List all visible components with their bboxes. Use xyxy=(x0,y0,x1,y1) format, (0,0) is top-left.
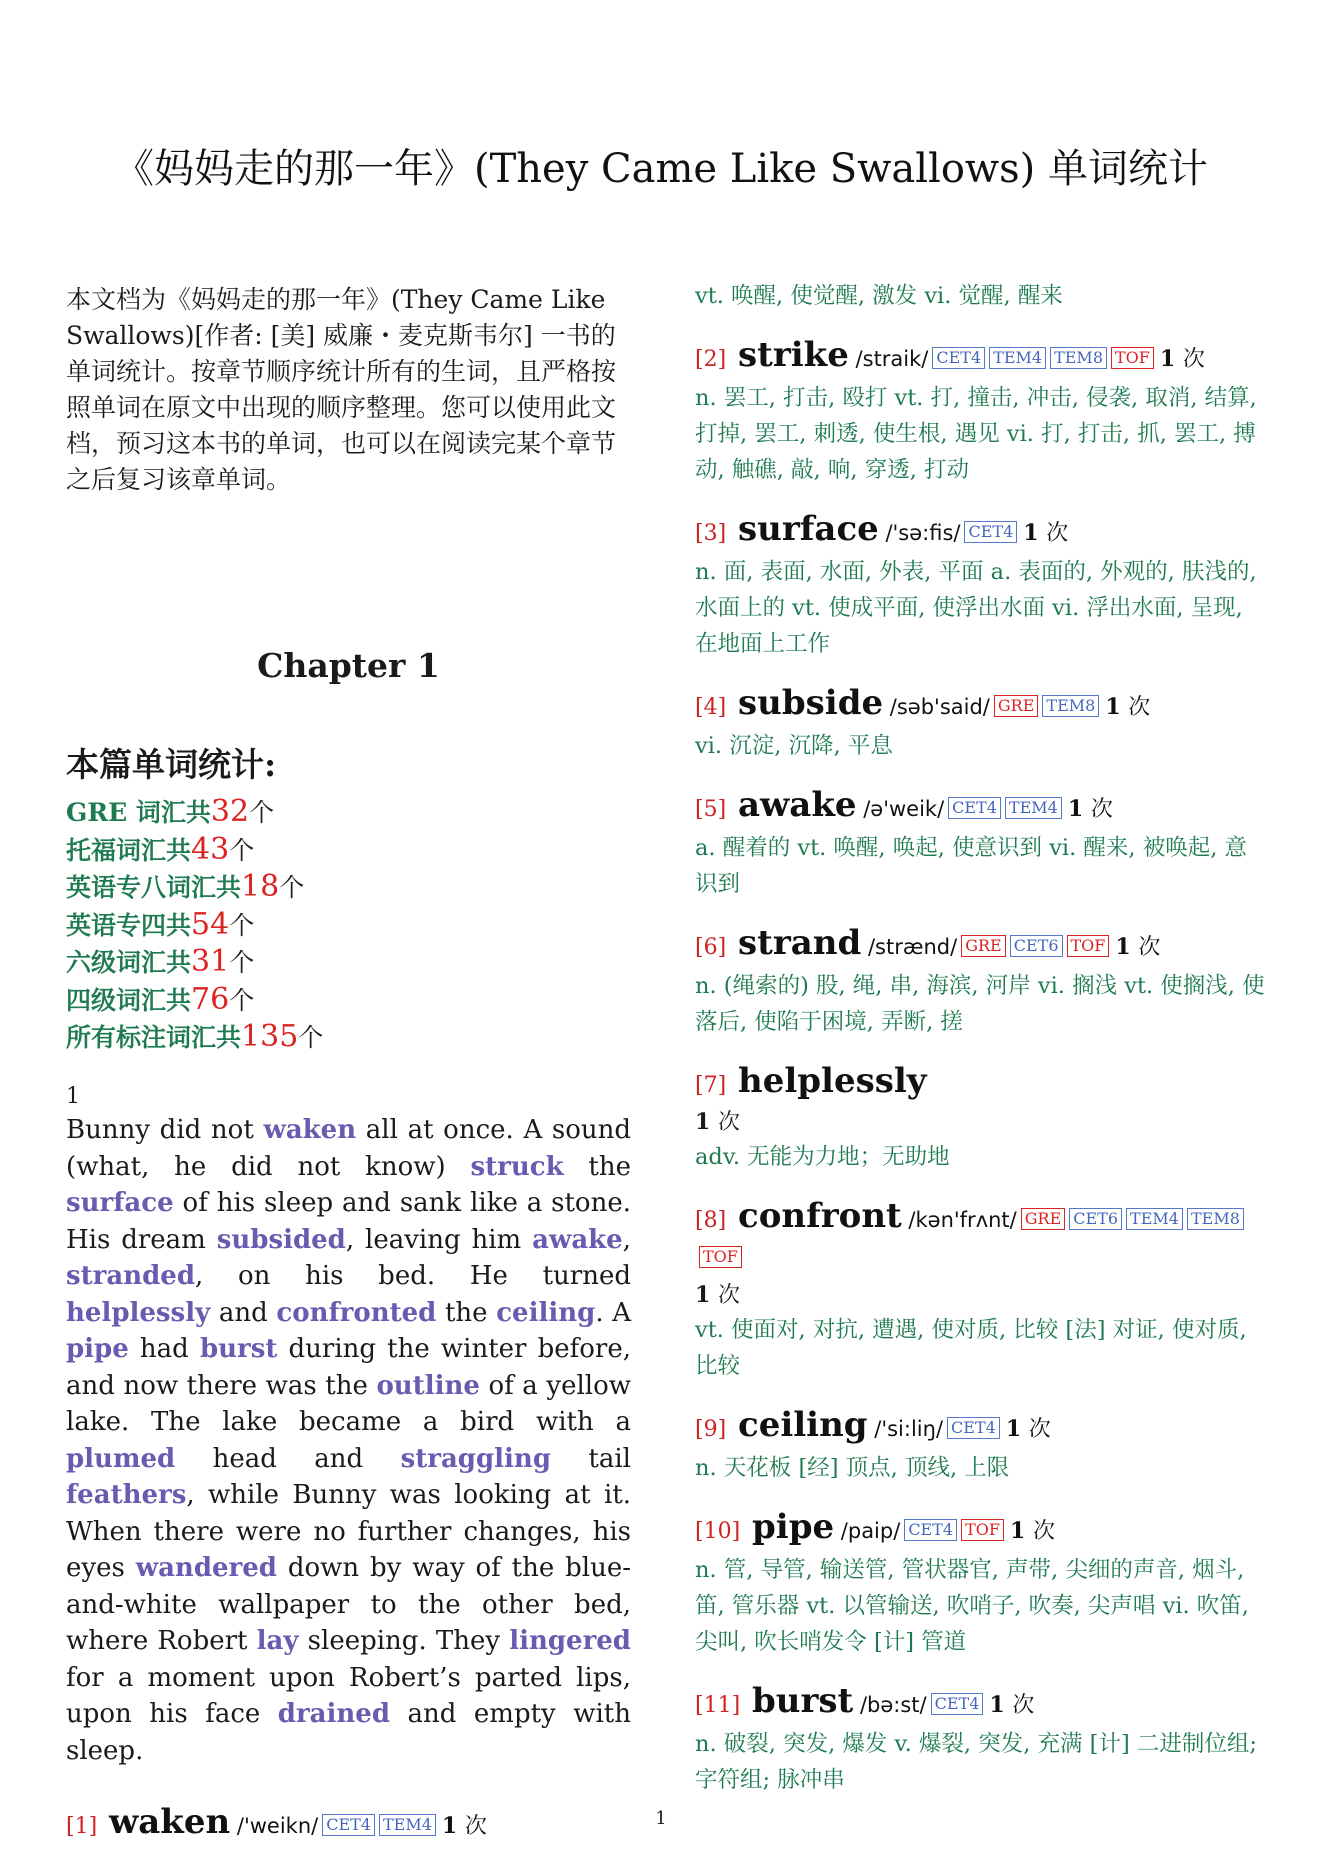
stats-block xyxy=(66,742,631,1057)
vocab-count-unit: 次 xyxy=(1046,521,1069,546)
vocab-count: 1 次 xyxy=(1159,346,1205,372)
stat-count: 31 xyxy=(191,944,230,979)
vocab-head xyxy=(695,924,1265,968)
vocab-word: burst xyxy=(740,1681,854,1721)
vocab-entry xyxy=(695,1197,1265,1384)
vocab-entry xyxy=(695,1682,1265,1798)
highlighted-word: burst xyxy=(199,1334,278,1364)
vocab-pronunciation: /straik/ xyxy=(848,347,929,371)
vocab-tag: CET4 xyxy=(904,1519,957,1541)
vocab-index: [1] xyxy=(66,1814,98,1839)
vocab-word: waken xyxy=(97,1802,231,1842)
vocab-pronunciation: /kən'frʌnt/ xyxy=(901,1208,1017,1232)
highlighted-word: subsided xyxy=(216,1224,346,1255)
vocab-count: 1 次 xyxy=(695,1109,740,1135)
vocab-head xyxy=(695,786,1265,830)
vocab-head xyxy=(695,1197,1265,1279)
stat-row xyxy=(66,832,631,870)
vocab-word: ceiling xyxy=(726,1405,868,1445)
vocab-count-unit: 次 xyxy=(1128,695,1151,720)
stat-label: 托福词汇共 xyxy=(66,835,192,865)
vocab-definition: a. 醒着的 vt. 唤醒, 唤起, 使意识到 vi. 醒来, 被唤起, 意识到 xyxy=(695,835,1248,897)
stat-row xyxy=(66,907,631,945)
stat-row xyxy=(66,794,631,832)
vocab-tag: GRE xyxy=(961,935,1006,957)
vocab-tag: TOF xyxy=(961,1519,1004,1541)
vocab-head xyxy=(695,1406,1265,1450)
vocab-head xyxy=(695,510,1265,554)
vocab-count: 1 次 xyxy=(1009,1518,1055,1544)
vocab-tag: CET4 xyxy=(322,1814,375,1836)
stat-label: 英语专四共 xyxy=(66,910,192,940)
vocab-index: [11] xyxy=(695,1693,741,1718)
highlighted-word: straggling xyxy=(400,1443,551,1474)
vocab-count: 1 次 xyxy=(1105,694,1151,720)
vocab-index: [6] xyxy=(695,935,727,960)
paragraph-block xyxy=(66,1082,631,1847)
highlighted-word: confronted xyxy=(276,1297,437,1328)
vocab-head xyxy=(695,1062,1265,1106)
vocab-tag: CET4 xyxy=(932,347,985,369)
vocab-head xyxy=(695,1508,1265,1552)
vocab-tag: TEM4 xyxy=(989,347,1046,369)
stat-row xyxy=(66,944,631,982)
vocab-count: 1 次 xyxy=(989,1692,1035,1718)
vocab-definition: n. 破裂, 突发, 爆发 v. 爆裂, 突发, 充满 [计] 二进制位组; 字符组; 脉冲串 xyxy=(695,1731,1257,1793)
vocab-head xyxy=(695,336,1265,380)
stat-count: 32 xyxy=(210,794,250,829)
stat-label: 四级词汇共 xyxy=(66,985,192,1015)
vocab-index: [5] xyxy=(695,797,727,822)
page-title: 《妈妈走的那一年》(They Came Like Swallows) 单词统计 xyxy=(113,146,1209,192)
vocab-tag: CET4 xyxy=(964,521,1017,543)
vocab-count: 1 次 xyxy=(1115,934,1161,960)
vocab-definition: n. 管, 导管, 输送管, 管状器官, 声带, 尖细的声音, 烟斗, 笛, 管乐器 vt. 以管输送, 吹哨子, 吹奏, 尖声唱 vi. 吹笛, 尖叫, 吹长哨发令 [计] 管道 xyxy=(695,1557,1249,1655)
vocab-tag: TEM4 xyxy=(1005,797,1062,819)
stat-count: 76 xyxy=(191,981,230,1017)
vocab-pronunciation: /'si:liŋ/ xyxy=(867,1417,944,1441)
vocab-count: 1 次 xyxy=(1023,520,1069,546)
vocab-count-line xyxy=(695,1279,1265,1312)
vocab-pronunciation: /'sə:fis/ xyxy=(878,521,961,545)
vocab-tag: CET4 xyxy=(931,1693,984,1715)
vocab-head xyxy=(695,684,1265,728)
highlighted-word: wandered xyxy=(135,1553,277,1583)
vocab-pronunciation: /səb'said/ xyxy=(883,695,990,719)
stat-label: 六级词汇共 xyxy=(66,948,192,977)
stat-count: 135 xyxy=(241,1019,299,1054)
stat-count: 43 xyxy=(191,831,230,867)
highlighted-word: lay xyxy=(256,1626,299,1656)
vocab-count-unit: 次 xyxy=(464,1814,487,1839)
vocab-index: [9] xyxy=(695,1417,727,1442)
vocab-count-unit: 次 xyxy=(1090,797,1113,822)
vocab-definition: n. 罢工, 打击, 殴打 vt. 打, 撞击, 冲击, 侵袭, 取消, 结算, 打掉, 罢工, 刺透, 使生根, 遇见 vi. 打, 打击, 抓, 罢工, 搏动, 触礁, 敲, 响, 穿透, 打动 xyxy=(695,385,1257,483)
vocab-word: confront xyxy=(726,1196,902,1236)
highlighted-word: ceiling xyxy=(496,1297,596,1328)
vocab-index: [7] xyxy=(695,1073,727,1098)
vocab-word: strike xyxy=(726,335,849,375)
vocab-tag: TOF xyxy=(1067,935,1110,957)
stat-unit: 个 xyxy=(279,873,305,902)
vocab-tag: TOF xyxy=(1111,347,1154,369)
stat-count: 54 xyxy=(191,906,230,942)
vocab-pronunciation: /paip/ xyxy=(834,1519,901,1543)
vocab-count: 1 次 xyxy=(1067,796,1113,822)
vocab-count: 1 次 xyxy=(441,1813,487,1839)
vocab-tag: CET6 xyxy=(1069,1208,1122,1230)
vocab-count: 1 次 xyxy=(1005,1416,1051,1442)
vocab-word: subside xyxy=(726,683,884,723)
vocab-word: pipe xyxy=(740,1507,835,1547)
vocab-word: surface xyxy=(726,509,879,549)
highlighted-word: surface xyxy=(66,1188,174,1218)
stat-row xyxy=(66,982,631,1020)
stat-label: 所有标注词汇共 xyxy=(66,1023,242,1052)
page-number: 1 xyxy=(655,1808,667,1829)
vocab-pronunciation: /'weikn/ xyxy=(230,1814,319,1838)
vocab-count-unit: 次 xyxy=(717,1283,740,1308)
vocab-tag: CET4 xyxy=(948,797,1001,819)
vocab-count-unit: 次 xyxy=(1012,1693,1035,1718)
vocab-pronunciation: /ə'weik/ xyxy=(856,797,945,821)
vocab-count-unit: 次 xyxy=(1028,1417,1051,1442)
vocab-word: strand xyxy=(726,923,862,963)
vocab-entry xyxy=(695,786,1265,902)
right-column xyxy=(695,282,1265,1820)
stat-unit: 个 xyxy=(229,910,255,940)
stat-label: GRE 词汇共 xyxy=(66,798,211,827)
vocab-definition: adv. 无能为力地；无助地 xyxy=(695,1144,950,1170)
highlighted-word: outline xyxy=(376,1370,480,1401)
vocab-index: [2] xyxy=(695,347,727,372)
highlighted-word: lingered xyxy=(509,1626,631,1656)
vocab-entry xyxy=(695,1508,1265,1660)
highlighted-word: plumed xyxy=(66,1443,176,1474)
vocab-count: 1 次 xyxy=(695,1282,740,1308)
stat-unit: 个 xyxy=(229,835,255,865)
vocab-tag: TEM8 xyxy=(1042,695,1099,717)
vocab-definition: n. 天花板 [经] 顶点, 顶线, 上限 xyxy=(695,1455,1010,1481)
paragraph-text: Bunny did not waken all at once. A sound (what, he did not know) struck the surface of his sleep and sank like a stone. His dream subsided, leaving him awake, stranded, on his bed. He turned helplessly and confronted the ceiling. A pipe had burst during the winter before, and now there was the outline of a yellow lake. The lake became a bird with a plumed head and straggling tail feathers, while Bunny was looking at it. When there were no further changes, his eyes wandered down by way of the blue-and-white wallpaper to the other bed, where Robert lay sleeping. They lingered for a moment upon Robert’s parted lips, upon his face drained and empty with sleep. xyxy=(66,1115,632,1766)
highlighted-word: drained xyxy=(277,1699,391,1729)
paragraph-number: 1 xyxy=(66,1084,80,1109)
stat-unit: 个 xyxy=(249,798,275,827)
highlighted-word: helplessly xyxy=(66,1297,211,1328)
vocab-index: [8] xyxy=(695,1208,727,1233)
vocab-index: [3] xyxy=(695,521,727,546)
vocab-entry xyxy=(695,924,1265,1040)
vocab-tag: GRE xyxy=(1021,1208,1066,1230)
vocab-tag: TEM8 xyxy=(1187,1208,1244,1230)
vocab-count-unit: 次 xyxy=(1138,935,1161,960)
highlighted-word: waken xyxy=(263,1115,357,1145)
vocab-count-unit: 次 xyxy=(717,1110,740,1135)
stat-unit: 个 xyxy=(229,985,255,1015)
stat-row xyxy=(66,869,631,907)
vocab-tag: TEM4 xyxy=(1126,1208,1183,1230)
vocab-pronunciation: /strænd/ xyxy=(861,935,958,959)
vocab-entry xyxy=(695,1406,1265,1486)
vocab-tag: CET4 xyxy=(947,1417,1000,1439)
vocab-count-line xyxy=(695,1106,1265,1139)
vocab-definition: n. (绳索的) 股, 绳, 串, 海滨, 河岸 vi. 搁浅 vt. 使搁浅, 使落后, 使陷于困境, 弄断, 搓 xyxy=(695,973,1265,1035)
vocab-tag: TOF xyxy=(699,1246,742,1268)
vocab-word: helplessly xyxy=(726,1061,927,1101)
highlighted-word: feathers xyxy=(66,1480,187,1510)
chapter-heading: Chapter 1 xyxy=(257,646,440,685)
vocab-tag: TEM8 xyxy=(1050,347,1107,369)
stat-row xyxy=(66,1019,631,1057)
stat-label: 英语专八词汇共 xyxy=(66,873,242,902)
highlighted-word: pipe xyxy=(66,1334,129,1364)
vocab-entry xyxy=(695,1062,1265,1175)
vocab-head xyxy=(695,1682,1265,1726)
vocab-index: [4] xyxy=(695,695,727,720)
highlighted-word: struck xyxy=(470,1151,564,1182)
stats-title: 本篇单词统计: xyxy=(66,745,277,784)
vocab-definition: vt. 使面对, 对抗, 遭遇, 使对质, 比较 [法] 对证, 使对质, 比较 xyxy=(695,1317,1247,1379)
vocab-count-unit: 次 xyxy=(1182,347,1205,372)
vocab-definition: vi. 沉淀, 沉降, 平息 xyxy=(695,733,893,759)
stat-count: 18 xyxy=(241,869,280,904)
vocab-entry xyxy=(695,336,1265,488)
stat-unit: 个 xyxy=(298,1023,324,1052)
vocab-count-unit: 次 xyxy=(1032,1519,1055,1544)
vocab-tag: CET6 xyxy=(1010,935,1063,957)
highlighted-word: stranded xyxy=(66,1261,195,1291)
highlighted-word: awake xyxy=(532,1224,623,1255)
vocab-tag: TEM4 xyxy=(379,1814,436,1836)
stat-unit: 个 xyxy=(229,948,255,977)
vocab-definition: vt. 唤醒, 使觉醒, 激发 vi. 觉醒, 醒来 xyxy=(695,283,1063,309)
vocab-tag: GRE xyxy=(994,695,1039,717)
vocab-definition: n. 面, 表面, 水面, 外表, 平面 a. 表面的, 外观的, 肤浅的, 水面上的 vt. 使成平面, 使浮出水面 vi. 浮出水面, 呈现, 在地面上工作 xyxy=(695,559,1257,657)
intro-text: 本文档为《妈妈走的那一年》(They Came Like Swallows)[作者: [美] 威廉・麦克斯韦尔] 一书的单词统计。按章节顺序统计所有的生词，且严格按照单词在原文中出现的顺序整理。您可以使用此文档，预习这本书的单词，也可以在阅读完某个章节之后复习该章单词。 xyxy=(66,285,617,494)
vocab-word: awake xyxy=(726,785,857,825)
left-column xyxy=(66,282,632,1842)
vocab-index: [10] xyxy=(695,1519,741,1544)
vocab-entry xyxy=(695,684,1265,764)
vocab-entry xyxy=(695,510,1265,662)
vocab-pronunciation: /bə:st/ xyxy=(853,1693,927,1717)
